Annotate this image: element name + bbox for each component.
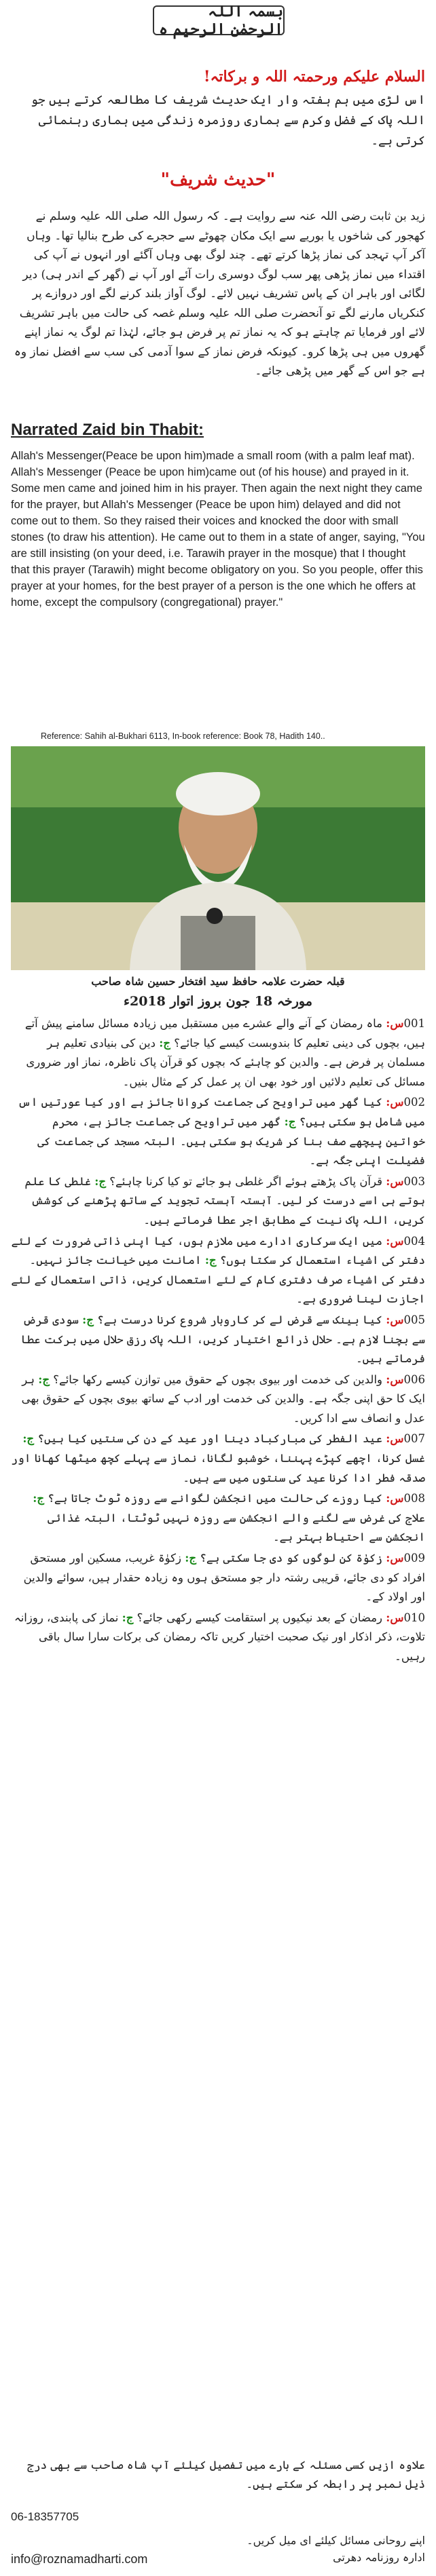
qa-item: 004س: میں ایک سرکاری ادارے میں ملازم ہوں، کیا اپنی ذاتی ضرورت کے لئے دفتر کی اشیاء استعمال کر سکتا ہوں؟ ج: امانت میں خیانت جائز نہیں۔ دفتر کی اشیاء صرف دفتری کام کے لئے استعمال کریں، ذاتی استعمال کے لئے اجازت لینا ضروری ہے۔: [11, 1234, 425, 1306]
qa-item: 001س: ماہ رمضان کے آنے والے عشرے میں مستقبل میں زیادہ مسائل سامنے پیش آتے ہیں، بچوں کی دینی تعلیم کا بندوبست کیسے کیا جائے؟ ج: دین کی بنیادی تعلیم ہر مسلمان پر فرض ہے۔ والدین کو چاہئے کہ بچوں کو قرآن پاک ناظرہ، نماز اور ضروری مسائل کی تعلیم دلائیں اور خود بھی ان پر عمل کر کے مثال بنیں۔: [24, 1017, 425, 1088]
qa-item: 006س: والدین کی خدمت اور بیوی بچوں کے حقوق میں توازن کیسے رکھا جائے؟ ج: ہر ایک کا حق اپنی جگہ ہے۔ والدین کی خدمت اور ادب کے ساتھ بیوی بچوں کے حقوق بھی عدل و انصاف سے ادا کریں۔: [21, 1372, 425, 1425]
qa-item: 003س: قرآن پاک پڑھتے ہوئے اگر غلطی ہو جائے تو کیا کرنا چاہئے؟ ج: غلطی کا علم ہوتے ہی اسے درست کر لیں۔ آہستہ آہستہ تجوید کے ساتھ پڑھنے کی کوشش کریں، اللہ پاک نیت کے مطابق اجر عطا فرماتے ہیں۔: [24, 1174, 425, 1227]
qa-item: 010س: رمضان کے بعد نیکیوں پر استقامت کیسے رکھی جائے؟ ج: نماز کی پابندی، روزانہ تلاوت، ذکر اذکار اور نیک صحبت اختیار کریں تاکہ رمضان کی برکات سارا سال باقی رہیں۔: [14, 1611, 425, 1663]
hadith-reference: Reference: Sahih al-Bukhari 6113, In-book reference: Book 78, Hadith 140..: [41, 731, 325, 741]
qa-section: [11, 1014, 425, 1668]
hadith-title: "حدیث شریف": [160, 170, 276, 190]
urdu-hadith-text: زید بن ثابت رضی اللہ عنہ سے روایت ہے۔ کہ رسول اللہ صلی اللہ علیہ وسلم نے کھجور کی شاخوں یا بوریے سے ایک مکان چھوٹے سے حجرے کی طرح بنالیا تھا۔ وہاں آکر آپ تہجد کی نماز پڑھا کرتے تھے۔ چند لوگ بھی وہاں آگئے اور انہوں نے آپ کی اقتداء میں نماز پڑھی پھر سب لوگ دوسری رات آئے اور آپ نے (گھر کے اندر ہی) دیر لگائی اور باہر ان کے پاس تشریف نہیں لائے۔ لوگ آواز بلند کرنے لگے اور دروازے پر کنکریاں مارنے لگے تو آنحضرت صلی اللہ علیہ وسلم غصہ کی حالت میں باہر تشریف لائے اور فرمایا تم چاہتے ہو کہ یہ نماز تم پر فرض ہو جائے، لہٰذا تم لوگ یہ نماز اپنے گھروں میں ہی پڑھا کرو۔ کیونکہ فرض نماز کے سوا آدمی کی سب سے افضل نماز وہ ہے جو اس کے گھر میں پڑھی جائے۔: [14, 210, 425, 378]
qa-item: 005س: کیا بینک سے قرض لے کر کاروبار شروع کرنا درست ہے؟ ج: سودی قرض سے بچنا لازم ہے۔ حلال ذرائع اختیار کریں، اللہ پاک رزق حلال میں برکت عطا فرماتے ہیں۔: [20, 1313, 425, 1366]
qa-item: 008س: کیا روزے کی حالت میں انجکشن لگوانے سے روزہ ٹوٹ جاتا ہے؟ ج: علاج کی غرض سے لگنے والے انجکشن سے روزہ نہیں ٹوٹتا، البتہ غذائی انجکشن سے احتیاط بہتر ہے۔: [33, 1492, 425, 1544]
english-hadith-text: Allah's Messenger(Peace be upon him)made a small room (with a palm leaf mat). Allah's Messenger (Peace be upon him)came out (of his house) and prayed in it. Some men came and joined him in his prayer. Then again the next night they came for the prayer, but Allah's Messenger (Peace be upon him) delayed and did not come out to them. So they raised their voices and knocked the door with small stones (to draw his attention). He came out to them in a state of anger, saying, "You are still insisting (on your deed, i.e. Tarawih prayer in the mosque) that I thought that this prayer (Tarawih) might become obligatory on you. So you people, offer this prayer at your homes, for the best prayer of a person is the one which he offers at home, except the compulsory (congregational) prayer.": [11, 450, 425, 609]
date-line: مورخہ 18 جون بروز اتوار 2018ء: [124, 994, 312, 1009]
email-prompt: اپنے روحانی مسائل کیلئے ای میل کریں۔: [247, 2534, 425, 2547]
photo-caption: قبلہ حضرت علامہ حافظ سید افتخار حسین شاہ صاحب: [91, 975, 345, 988]
scholar-photo: [11, 746, 425, 970]
phone-number[interactable]: 06-18357705: [11, 2510, 79, 2523]
qa-item: 009س: زکوٰۃ کن لوگوں کو دی جا سکتی ہے؟ ج: زکوٰۃ غریب، مسکین اور مستحق افراد کو دی جائے، قریبی رشتہ دار جو مستحق ہوں وہ زیادہ حقدار ہیں، سوائے والدین اور اولاد کے۔: [23, 1552, 425, 1604]
intro-paragraph: اس لڑی میں ہم ہفتہ وار ایک حدیث شریف کا مطالعہ کرتے ہیں جو اللہ پاک کے فضل وکرم سے ہماری روزمرہ زندگی میں ہماری رہنمائی کرتی ہے۔: [31, 93, 425, 148]
email-link[interactable]: info@roznamadharti.com: [11, 2552, 148, 2566]
qa-item: 007س: عید الفطر کی مبارکباد دینا اور عید کے دن کی سنتیں کیا ہیں؟ ج: غسل کرنا، اچھے کپڑے پہننا، خوشبو لگانا، نماز سے پہلے کچھ میٹھا کھانا اور صدقہ فطر ادا کرنا عید کی سنتوں میں سے ہیں۔: [11, 1432, 425, 1484]
narrated-title: Narrated Zaid bin Thabit:: [11, 421, 204, 439]
greeting: السلام علیکم ورحمتہ اللہ و برکاتہ!: [203, 68, 425, 85]
qa-item: 002س: کیا گھر میں تراویح کی جماعت کروانا جائز ہے اور کیا عورتیں اس میں شامل ہو سکتی ہیں؟ ج: گھر میں تراویح کی جماعت جائز ہے، محرم خواتین پیچھے صف بنا کر شریک ہو سکتی ہیں۔ البتہ مسجد کی جماعت کی فضیلت اپنی جگہ ہے۔: [18, 1096, 425, 1168]
footer-publisher: ادارہ روزنامہ دھرتی: [333, 2551, 425, 2564]
contact-text: علاوہ ازیں کسی مسئلہ کے بارے میں تفصیل کیلئے آپ شاہ صاحب سے بھی درج ذیل نمبر پر رابطہ کر سکتے ہیں۔: [27, 2459, 425, 2491]
bismillah-heading: بسمہ اللہ الرحمٰن الرحیم ہ: [153, 5, 285, 35]
